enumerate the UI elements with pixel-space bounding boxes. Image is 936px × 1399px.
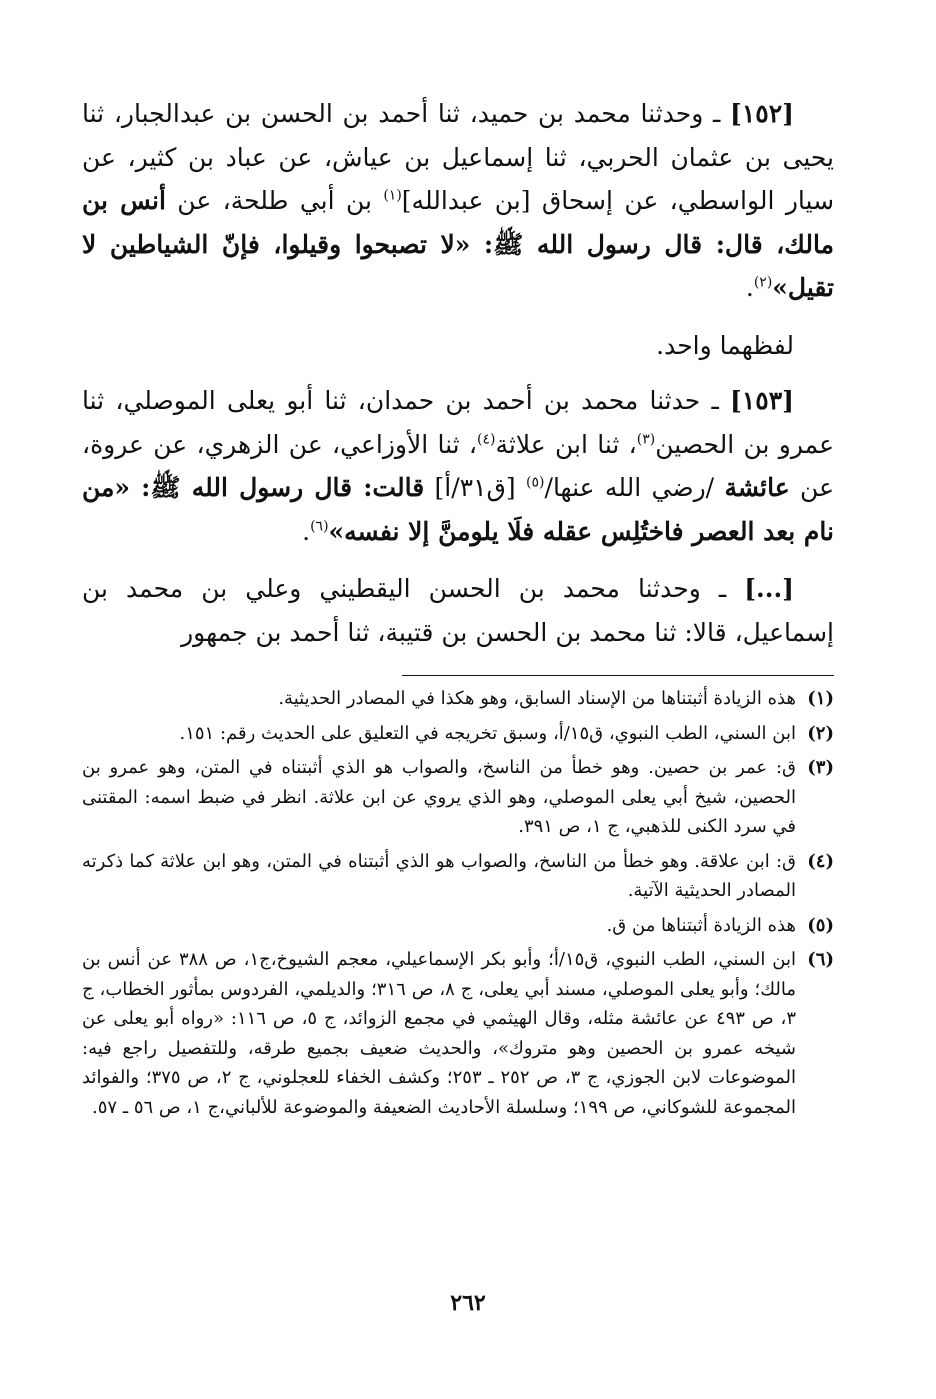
hadith-number: [...] xyxy=(744,574,794,603)
footnote-ref: (٦) xyxy=(310,518,329,535)
matn-text: قالت: قال رسول الله ﷺ: «من نام بعد العصر فاختُلِس عقله فلَا يلومنَّ إلا نفسه» xyxy=(82,473,834,546)
main-text xyxy=(82,92,834,654)
footnote-text: ق: عمر بن حصين. وهو خطأ من الناسخ، والصواب هو الذي أثبتناه في المتن، وهو عمرو بن الحصين، شيخ أبي يعلى الموصلي، وهو الذي يروي عن ابن علاثة. انظر في ضبط اسمه: المقتنى في سرد الكنى للذهبي، ج ١، ص ٣٩١. xyxy=(82,757,796,837)
footnote-text: هذه الزيادة أثبتناها من ق. xyxy=(606,914,796,936)
isnad-text: بن أبي طلحة، عن xyxy=(165,186,384,215)
lafz-note: لفظهما واحد. xyxy=(656,330,794,360)
hadith-153-paragraph xyxy=(82,379,834,553)
isnad-text: ، ثنا الأوزاعي، عن الزهري، عن عروة، عن xyxy=(82,429,834,502)
footnote-ref: (٣) xyxy=(636,431,656,448)
footnote-text: ابن السني، الطب النبوي، ق١٥/أ؛ وأبو بكر الإسماعيلي، معجم الشيوخ،ج١، ص ٣٨٨ عن أنس بن مالك؛ وأبو يعلى الموصلي، مسند أبي يعلى، ج ٨، ص ٣١٦؛ والديلمي، الفردوس بمأثور الخطاب، ج ٣، ص ٤٩٣ عن عائشة مثله، وقال الهيثمي في مجمع الزوائد، ج ٥، ص ١١٦: «رواه أبو يعلى عن شيخه عمرو بن الحصين وهو متروك»، والحديث ضعيف بجميع طرقه، وللتفصيل راجع فيه: الموضوعات لابن الجوزي، ج ٣، ص ٢٥٢ ـ ٢٥٣؛ وكشف الخفاء للعجلوني، ج ٢، ص ٣٧٥؛ والفوائد المجموعة للشوكاني، ص ١٩٩؛ وسلسلة الأحاديث الضعيفة والموضوعة للألباني،ج ١، ص ٥٦ ـ ٥٧. xyxy=(82,949,797,1118)
footnote-ref: (٥) xyxy=(526,474,545,491)
period: . xyxy=(745,273,754,302)
manuscript-ref: [ق٣١/أ] xyxy=(424,473,527,502)
footnote-number: (١) xyxy=(807,688,834,709)
footnote-number: (٦) xyxy=(807,949,834,970)
footnote-text: ابن السني، الطب النبوي، ق١٥/أ، وسبق تخريجه في التعليق على الحديث رقم: ١٥١. xyxy=(179,722,796,744)
footnote-number: (٥) xyxy=(807,914,834,936)
footnote-ref: (٤) xyxy=(477,431,496,448)
footnote-item xyxy=(82,753,834,842)
footnote-item xyxy=(82,847,834,906)
isnad-text: ـ حدثنا محمد بن أحمد بن حمدان، ثنا أبو يعلى الموصلي، ثنا عمرو بن الحصين xyxy=(82,386,834,459)
footnotes-section xyxy=(82,684,834,1127)
hadith-152-paragraph xyxy=(82,92,834,310)
footnote-number: (٢) xyxy=(807,722,834,744)
footnote-text: هذه الزيادة أثبتناها من الإسناد السابق، وهو هكذا في المصادر الحديثية. xyxy=(278,688,796,709)
isnad-text: /رضي الله عنها/ xyxy=(544,473,725,502)
isnad-text: ـ وحدثنا محمد بن الحسن اليقطيني وعلي بن محمد بن إسماعيل، قالا: ثنا محمد بن الحسن بن قتيبة، ثنا أحمد بن جمهور xyxy=(82,574,834,647)
footnote-ref: (١) xyxy=(383,187,402,204)
footnote-item xyxy=(82,684,834,714)
footnote-separator xyxy=(402,675,834,676)
hadith-number: [١٥٣] xyxy=(730,386,794,415)
footnote-ref: (٢) xyxy=(753,274,773,291)
footnote-item xyxy=(82,911,834,941)
isnad-text: ـ وحدثنا محمد بن حميد، ثنا أحمد بن الحسن بن عبدالجبار، ثنا يحيى بن عثمان الحربي، ثنا إسماعيل بن عياش، عن عباد بن كثير، عن سيار الواسطي، عن إسحاق [بن عبدالله] xyxy=(82,99,835,215)
footnote-text: ق: ابن علاقة. وهو خطأ من الناسخ، والصواب هو الذي أثبتناه في المتن، وهو ابن علاثة كما ذكرته المصادر الحديثية الآتية. xyxy=(82,850,796,901)
hadith-number: [١٥٢] xyxy=(730,99,794,128)
footnote-item xyxy=(82,945,834,1122)
period: . xyxy=(302,516,311,546)
footnote-item xyxy=(82,719,834,749)
footnote-number: (٤) xyxy=(807,850,834,872)
hadith-next-paragraph xyxy=(82,567,834,654)
page-number: ٢٦٢ xyxy=(450,1290,486,1316)
footnote-number: (٣) xyxy=(807,757,834,778)
narrator-name: عائشة xyxy=(724,473,790,502)
matn-text: أنس بن مالك، قال: قال رسول الله ﷺ: «لا تصبحوا وقيلوا، فإنّ الشياطين لا تقيل» xyxy=(82,186,834,302)
isnad-text: ، ثنا ابن علاثة xyxy=(495,429,637,459)
